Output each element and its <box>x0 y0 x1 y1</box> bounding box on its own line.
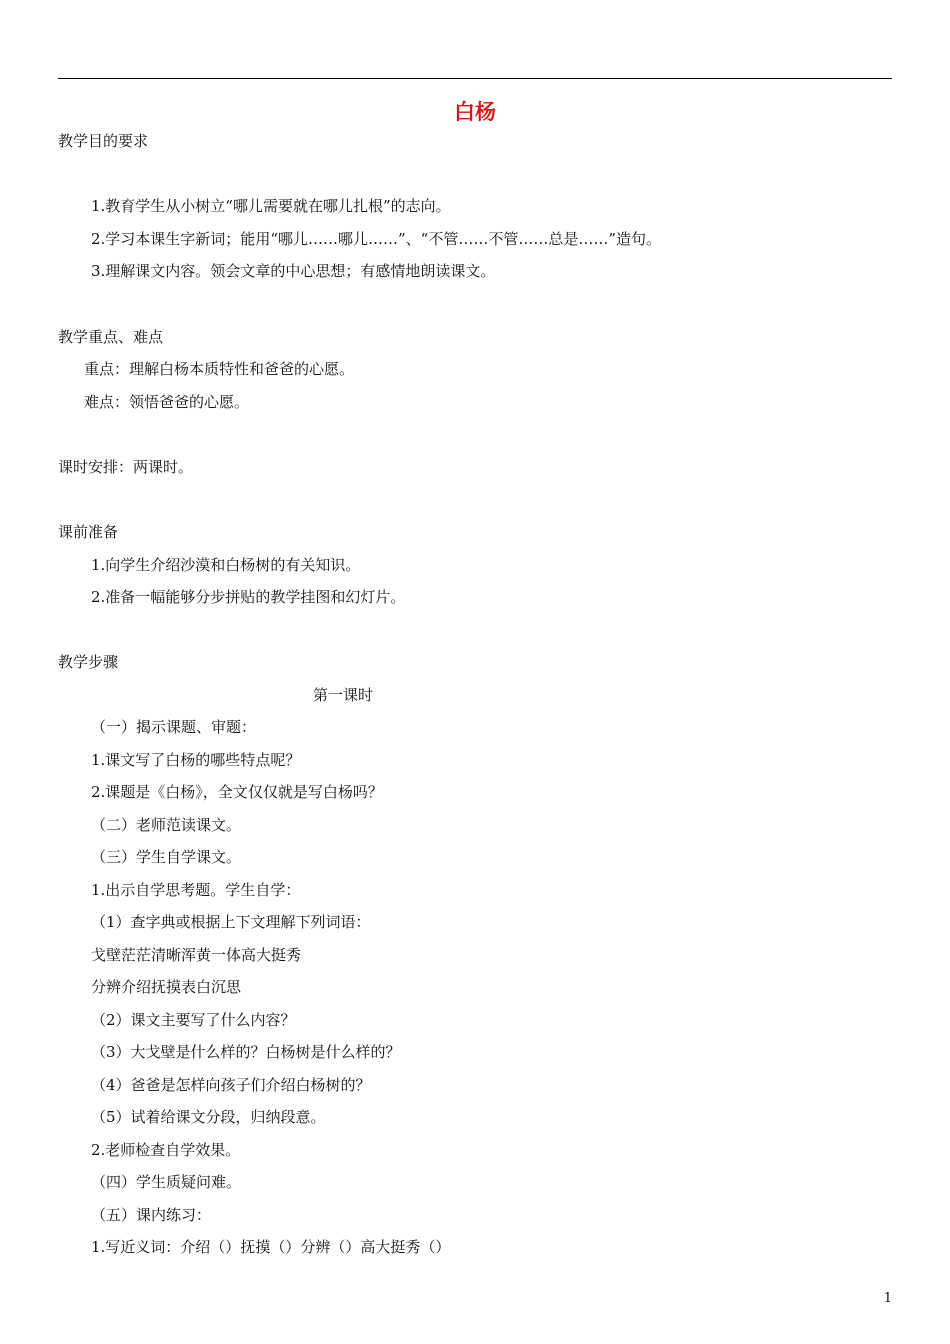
schedule-text: 课时安排：两课时。 <box>58 458 194 476</box>
step-item: （一）揭示课题、审题： <box>91 718 257 736</box>
prep-heading: 课前准备 <box>58 523 119 541</box>
goal-item: 2.学习本课生字新词；能用“哪儿……哪儿……”、“不管……不管……总是……”造句。 <box>91 230 661 248</box>
step-item: （4）爸爸是怎样向孩子们介绍白杨树的？ <box>91 1076 371 1094</box>
lesson-title: 第一课时 <box>312 686 373 704</box>
step-item: 1.写近义词：介绍（）抚摸（）分辨（）高大挺秀（） <box>91 1238 451 1256</box>
header-rule <box>58 78 892 79</box>
goal-item: 3.理解课文内容。领会文章的中心思想；有感情地朗读课文。 <box>91 262 496 280</box>
document-title: 白杨 <box>454 100 496 124</box>
step-item: （三）学生自学课文。 <box>91 848 242 866</box>
step-item: （2）课文主要写了什么内容？ <box>91 1011 296 1029</box>
prep-item: 1.向学生介绍沙漠和白杨树的有关知识。 <box>91 556 361 574</box>
prep-item: 2.准备一幅能够分步拼贴的教学挂图和幻灯片。 <box>91 588 406 606</box>
step-item: 1.课文写了白杨的哪些特点呢？ <box>91 751 301 769</box>
focus-item: 重点：理解白杨本质特性和爸爸的心愿。 <box>84 360 355 378</box>
page-number: 1 <box>883 1291 892 1306</box>
step-item: （四）学生质疑问难。 <box>91 1173 242 1191</box>
step-item: （二）老师范读课文。 <box>91 816 242 834</box>
goal-item: 1.教育学生从小树立“哪儿需要就在哪儿扎根”的志向。 <box>91 197 451 215</box>
goals-heading: 教学目的要求 <box>58 132 149 150</box>
step-item: 戈壁茫茫清晰浑黄一体高大挺秀 <box>91 946 302 964</box>
step-item: （1）查字典或根据上下文理解下列词语： <box>91 913 371 931</box>
step-item: 2.课题是《白杨》，全文仅仅就是写白杨吗？ <box>91 783 383 801</box>
step-item: （五）课内练习： <box>91 1206 212 1224</box>
step-item: 1.出示自学思考题。学生自学： <box>91 881 301 899</box>
focus-item: 难点：领悟爸爸的心愿。 <box>84 393 250 411</box>
step-item: （5）试着给课文分段，归纳段意。 <box>91 1108 326 1126</box>
step-item: 分辨介绍抚摸表白沉思 <box>91 978 242 996</box>
step-item: （3）大戈壁是什么样的？白杨树是什么样的？ <box>91 1043 401 1061</box>
focus-heading: 教学重点、难点 <box>58 328 164 346</box>
step-item: 2.老师检查自学效果。 <box>91 1141 241 1159</box>
steps-heading: 教学步骤 <box>58 653 119 671</box>
